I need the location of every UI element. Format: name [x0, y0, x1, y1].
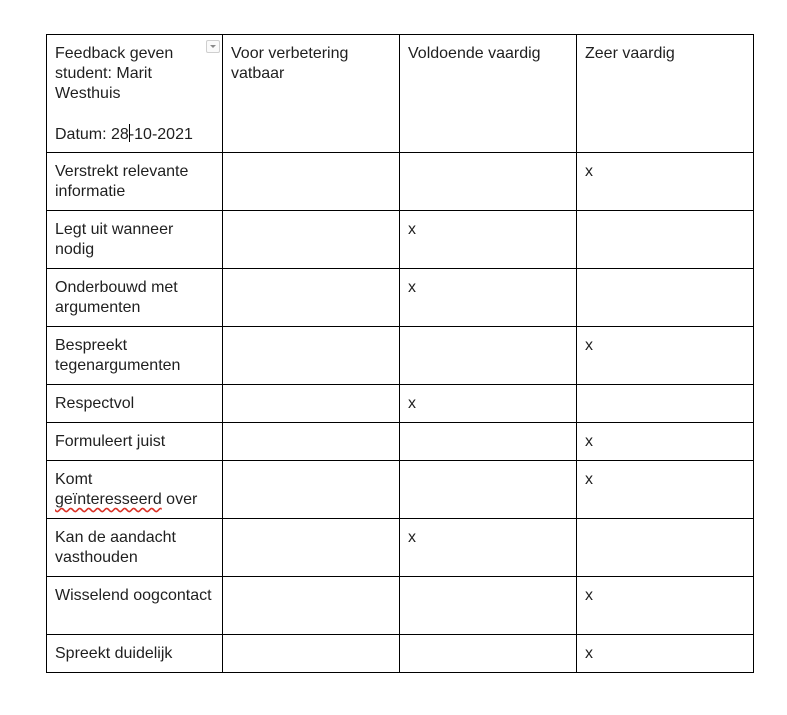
table-row	[47, 577, 754, 635]
date-suffix: -10-2021	[128, 126, 193, 143]
table-row	[47, 327, 754, 385]
criterion-cell[interactable]: Formuleert juist	[47, 423, 223, 461]
rating-cell[interactable]	[400, 461, 577, 519]
rating-cell[interactable]: x	[400, 269, 577, 327]
rating-cell[interactable]	[223, 211, 400, 269]
criterion-cell[interactable]: Legt uit wanneer nodig	[47, 211, 223, 269]
criterion-cell[interactable]: Respectvol	[47, 385, 223, 423]
cell-menu-dropdown-icon[interactable]	[206, 40, 220, 53]
rating-cell[interactable]	[400, 153, 577, 211]
spellcheck-word[interactable]: geïnteresseerd	[55, 491, 162, 508]
rating-cell[interactable]	[223, 519, 400, 577]
rating-cell[interactable]: x	[577, 577, 754, 635]
rating-cell[interactable]	[577, 385, 754, 423]
criterion-text-c: over	[161, 491, 198, 508]
rating-cell[interactable]	[223, 461, 400, 519]
table-row	[47, 153, 754, 211]
header-row	[47, 35, 754, 153]
criterion-cell[interactable]: Verstrekt relevante informatie	[47, 153, 223, 211]
table-row	[47, 385, 754, 423]
criterion-cell[interactable]: Kan de aandacht vasthouden	[47, 519, 223, 577]
table-row	[47, 269, 754, 327]
table-row	[47, 423, 754, 461]
criterion-cell[interactable]: Onderbouwd met argumenten	[47, 269, 223, 327]
criterion-cell[interactable]	[47, 461, 223, 519]
table-row	[47, 211, 754, 269]
rating-cell[interactable]: x	[577, 461, 754, 519]
feedback-table	[46, 34, 754, 673]
criterion-cell[interactable]: Wisselend oogcontact	[47, 577, 223, 635]
table-row	[47, 519, 754, 577]
rating-cell[interactable]	[400, 423, 577, 461]
header-cell-very-skilled[interactable]: Zeer vaardig	[577, 35, 754, 153]
student-title: Feedback geven student: Marit Westhuis	[55, 45, 174, 102]
date-prefix: Datum: 28	[55, 126, 129, 143]
rating-cell[interactable]	[400, 327, 577, 385]
rating-cell[interactable]	[223, 635, 400, 673]
rating-cell[interactable]: x	[400, 385, 577, 423]
rating-cell[interactable]: x	[577, 423, 754, 461]
rating-cell[interactable]	[577, 269, 754, 327]
rating-cell[interactable]	[223, 423, 400, 461]
rating-cell[interactable]: x	[577, 635, 754, 673]
rating-cell[interactable]	[223, 577, 400, 635]
rating-cell[interactable]	[223, 269, 400, 327]
rating-cell[interactable]	[223, 153, 400, 211]
criterion-cell[interactable]: Bespreekt tegenargumenten	[47, 327, 223, 385]
rating-cell[interactable]	[400, 577, 577, 635]
rating-cell[interactable]	[577, 211, 754, 269]
rating-cell[interactable]	[400, 635, 577, 673]
rating-cell[interactable]: x	[400, 519, 577, 577]
rating-cell[interactable]	[223, 327, 400, 385]
rating-cell[interactable]: x	[577, 327, 754, 385]
rating-cell[interactable]: x	[400, 211, 577, 269]
rating-cell[interactable]	[577, 519, 754, 577]
header-cell-improvable[interactable]: Voor verbetering vatbaar	[223, 35, 400, 153]
header-cell-sufficient[interactable]: Voldoende vaardig	[400, 35, 577, 153]
rating-cell[interactable]	[223, 385, 400, 423]
table-row	[47, 461, 754, 519]
criterion-cell[interactable]: Spreekt duidelijk	[47, 635, 223, 673]
rating-cell[interactable]: x	[577, 153, 754, 211]
date-line	[55, 124, 193, 145]
criterion-text-a: Komt	[55, 471, 93, 488]
table-row	[47, 635, 754, 673]
header-cell-student[interactable]	[47, 35, 223, 153]
